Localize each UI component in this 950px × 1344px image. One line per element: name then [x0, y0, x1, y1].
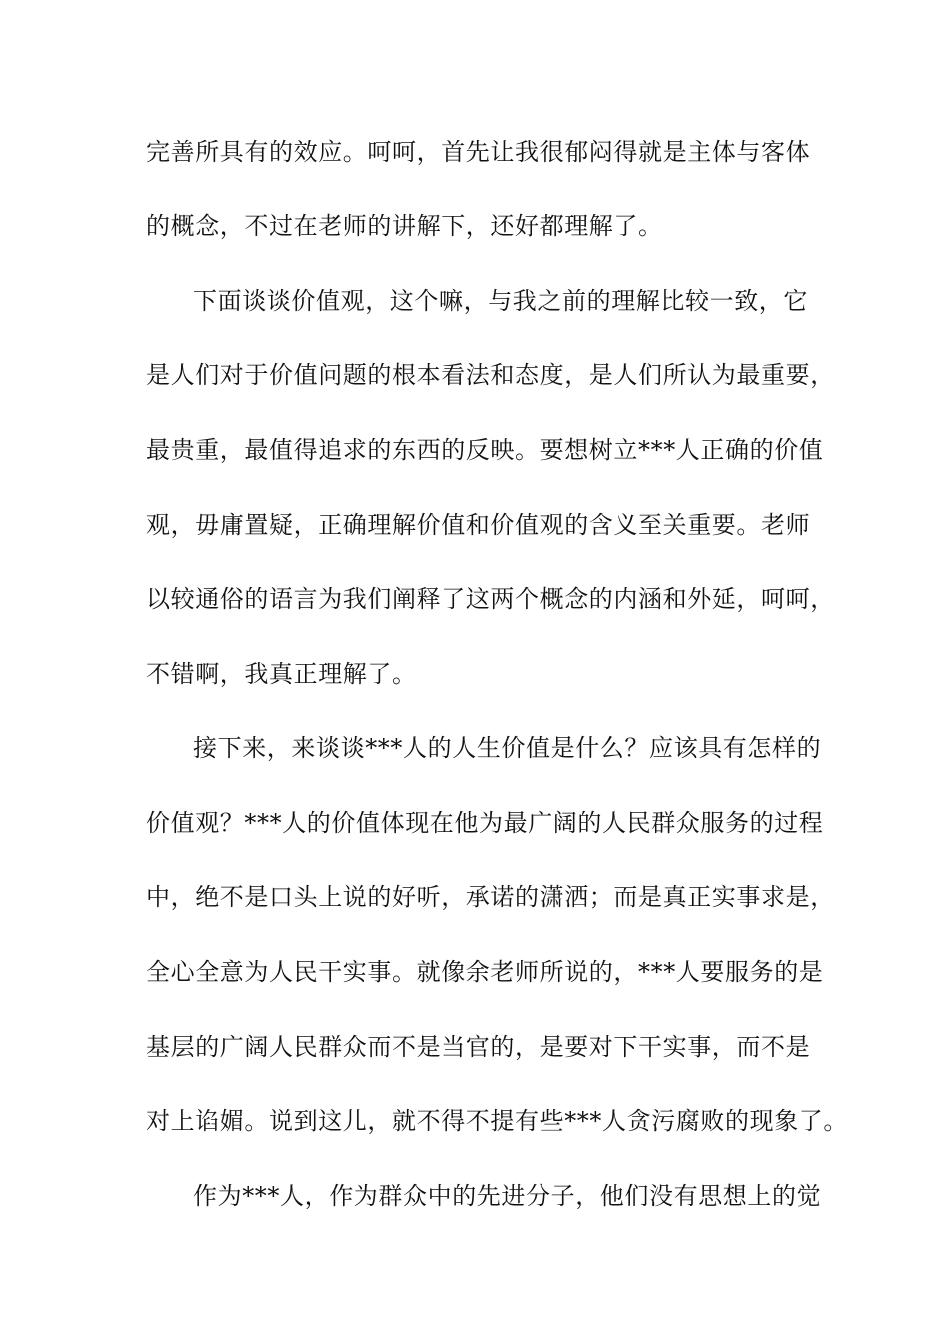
text-line: 价值观？***人的价值体现在他为最广阔的人民群众服务的过程	[146, 809, 824, 837]
text-line: 完善所具有的效应。呵呵，首先让我很郁闷得就是主体与客体	[146, 138, 811, 166]
text-line: 观，毋庸置疑，正确理解价值和价值观的含义至关重要。老师	[146, 511, 811, 539]
text-line: 基层的广阔人民群众而不是当官的，是要对下干实事，而不是	[146, 1033, 811, 1061]
paragraph-first-line: 作为***人，作为群众中的先进分子，他们没有思想上的觉	[193, 1182, 822, 1210]
text-line: 的概念，不过在老师的讲解下，还好都理解了。	[146, 212, 663, 240]
text-line: 对上谄媚。说到这儿，就不得不提有些***人贪污腐败的现象了。	[146, 1107, 848, 1135]
text-line: 中，绝不是口头上说的好听，承诺的潇洒；而是真正实事求是，	[146, 883, 835, 911]
paragraph-first-line: 下面谈谈价值观，这个嘛，与我之前的理解比较一致，它	[193, 287, 808, 315]
text-line: 全心全意为人民干实事。就像余老师所说的，***人要服务的是	[146, 958, 824, 986]
text-line: 以较通俗的语言为我们阐释了这两个概念的内涵和外延，呵呵，	[146, 585, 835, 613]
text-line: 不错啊，我真正理解了。	[146, 660, 417, 688]
paragraph-first-line: 接下来，来谈谈***人的人生价值是什么？应该具有怎样的	[193, 734, 822, 762]
text-line: 是人们对于价值问题的根本看法和态度，是人们所认为最重要，	[146, 361, 835, 389]
text-line: 最贵重，最值得追求的东西的反映。要想树立***人正确的价值	[146, 436, 824, 464]
